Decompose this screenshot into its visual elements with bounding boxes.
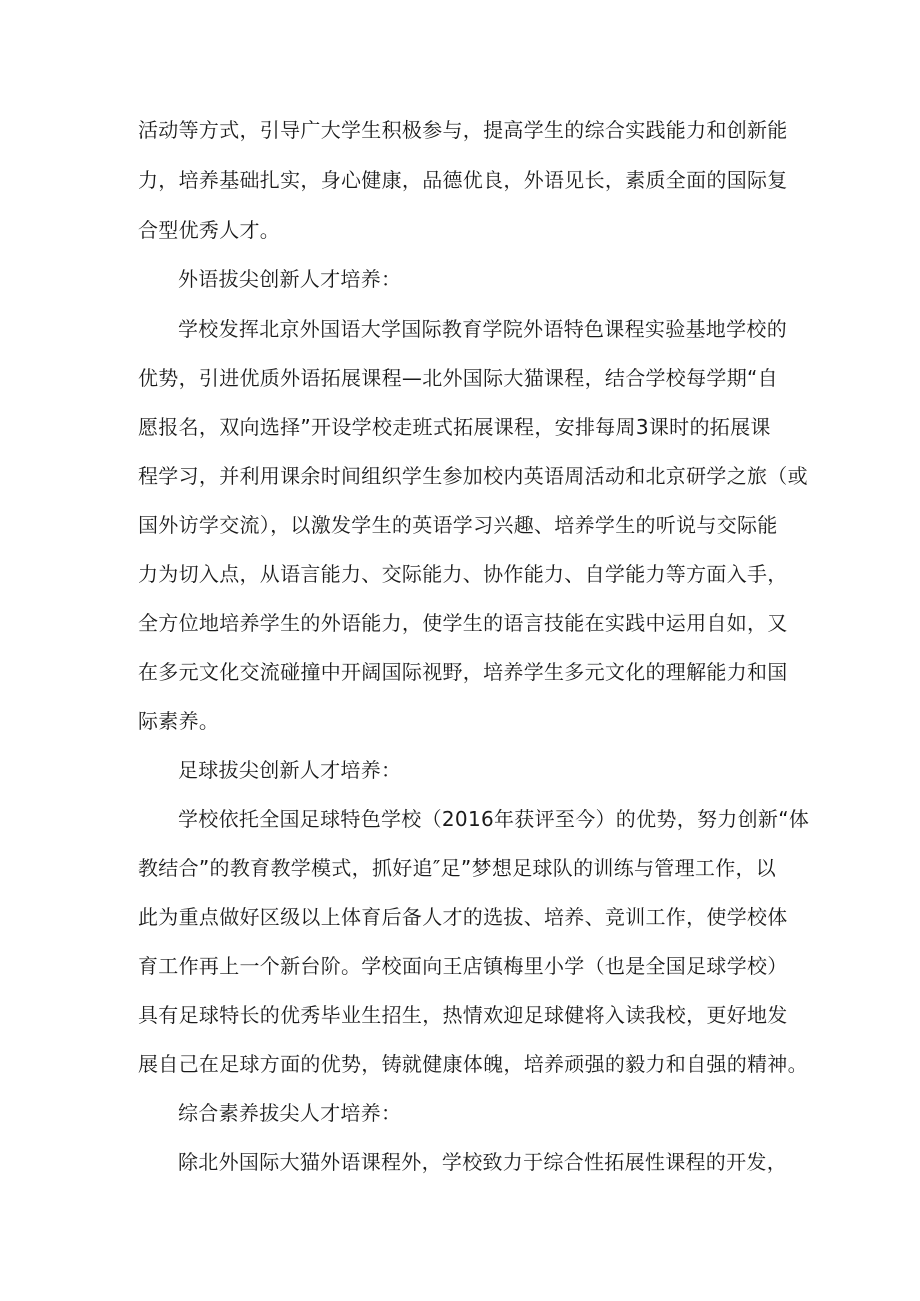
paragraph-line: 力为切入点，从语言能力、交际能力、协作能力、自学能力等方面入手， <box>138 562 788 586</box>
paragraph-line: 程学习，并利用课余时间组织学生参加校内英语周活动和北京研学之旅（或 <box>138 464 808 488</box>
paragraph-line: 具有足球特长的优秀毕业生招生，热情欢迎足球健将入读我校，更好地发 <box>138 1003 788 1027</box>
paragraph-line: 学校依托全国足球特色学校（2016年获评至今）的优势，努力创新“体 <box>178 807 810 831</box>
section-heading-foreign-language: 外语拔尖创新人才培养： <box>178 267 402 291</box>
paragraph-line: 优势，引进优质外语拓展课程—北外国际大猫课程，结合学校每学期“自 <box>138 366 778 390</box>
paragraph-line: 力，培养基础扎实，身心健康，品德优良，外语见长，素质全面的国际复 <box>138 168 788 192</box>
paragraph-line: 全方位地培养学生的外语能力，使学生的语言技能在实践中运用自如，又 <box>138 611 788 635</box>
section-heading-football: 足球拔尖创新人才培养： <box>178 758 402 782</box>
paragraph-line: 除北外国际大猫外语课程外，学校致力于综合性拓展性课程的开发， <box>178 1150 787 1174</box>
paragraph-line: 教结合”的教育教学模式，抓好追″足”梦想足球队的训练与管理工作，以 <box>138 856 777 880</box>
paragraph-line: 国外访学交流），以激发学生的英语学习兴趣、培养学生的听说与交际能 <box>138 513 778 537</box>
paragraph-line: 在多元文化交流碰撞中开阔国际视野，培养学生多元文化的理解能力和国 <box>138 660 788 684</box>
paragraph-line: 活动等方式，引导广大学生积极参与，提高学生的综合实践能力和创新能 <box>138 118 788 142</box>
paragraph-line: 合型优秀人才。 <box>138 218 281 242</box>
paragraph-line: 愿报名，双向选择”开设学校走班式拓展课程，安排每周3课时的拓展课 <box>138 415 771 439</box>
paragraph-line: 学校发挥北京外国语大学国际教育学院外语特色课程实验基地学校的 <box>178 317 787 341</box>
paragraph-line: 育工作再上一个新台阶。学校面向王店镇梅里小学（也是全国足球学校） <box>138 954 788 978</box>
paragraph-line: 展自己在足球方面的优势，铸就健康体魄，培养顽强的毅力和自强的精神。 <box>138 1052 808 1076</box>
section-heading-comprehensive: 综合素养拔尖人才培养： <box>178 1101 402 1125</box>
paragraph-line: 此为重点做好区级以上体育后备人才的选拔、培养、竞训工作，使学校体 <box>138 905 788 929</box>
paragraph-line: 际素养。 <box>138 709 220 733</box>
